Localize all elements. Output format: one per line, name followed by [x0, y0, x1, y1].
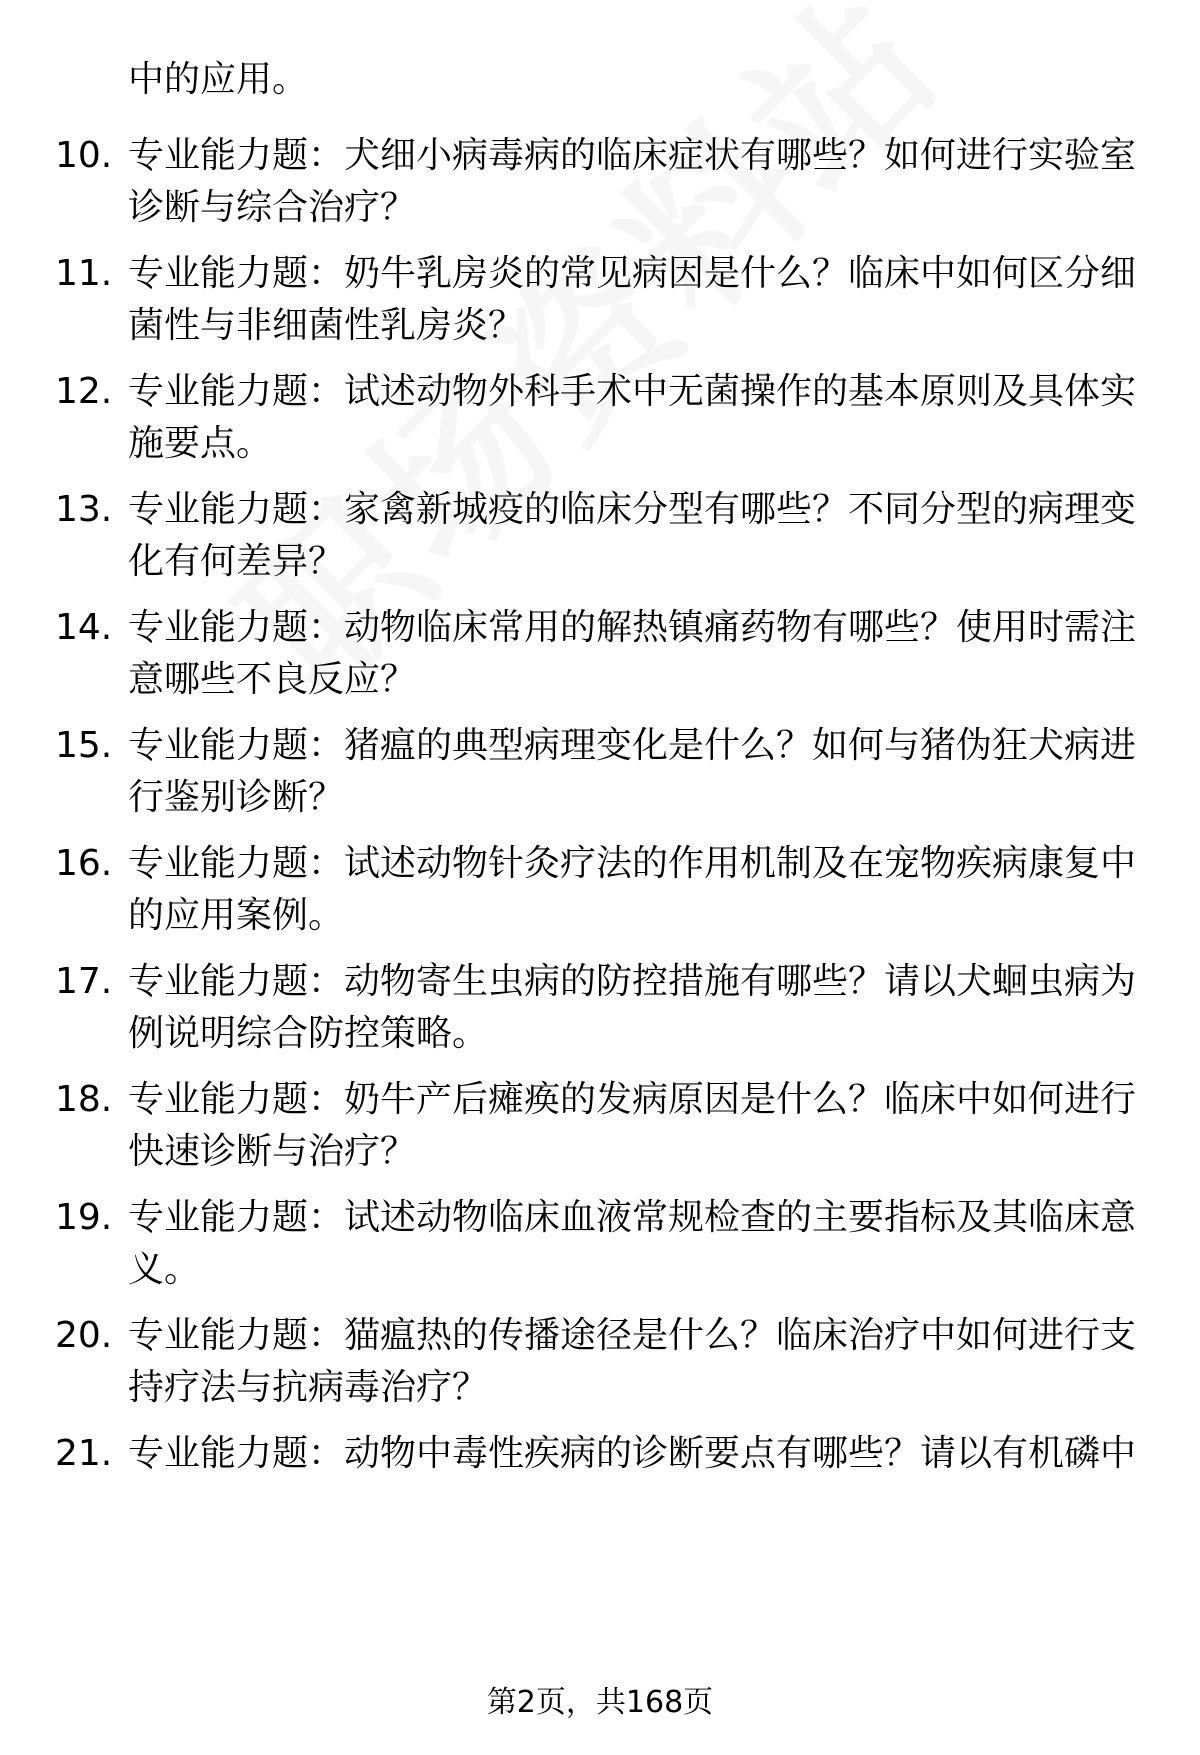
question-number: 12. — [55, 371, 113, 412]
question-text: 专业能力题：试述动物外科手术中无菌操作的基本原则及具体实施要点。 — [128, 371, 1137, 464]
question-number: 15. — [55, 725, 113, 766]
question-text: 专业能力题：奶牛产后瘫痪的发病原因是什么？临床中如何进行快速诊断与治疗？ — [128, 1079, 1137, 1172]
question-number: 19. — [55, 1197, 113, 1238]
question-text: 专业能力题：家禽新城疫的临床分型有哪些？不同分型的病理变化有何差异？ — [128, 489, 1137, 582]
question-text: 专业能力题：动物寄生虫病的防控措施有哪些？请以犬蛔虫病为例说明综合防控策略。 — [128, 961, 1137, 1054]
question-number: 14. — [55, 607, 113, 648]
question-text: 专业能力题：奶牛乳房炎的常见病因是什么？临床中如何区分细菌性与非细菌性乳房炎？ — [128, 253, 1137, 346]
continuation-text: 中的应用。 — [128, 59, 309, 100]
question-text: 专业能力题：动物中毒性疾病的诊断要点有哪些？请以有机磷中 — [128, 1433, 1137, 1474]
question-text: 专业能力题：试述动物针灸疗法的作用机制及在宠物疾病康复中的应用案例。 — [128, 843, 1137, 936]
question-text: 专业能力题：犬细小病毒病的临床症状有哪些？如何进行实验室诊断与综合治疗？ — [128, 135, 1137, 228]
question-number: 18. — [55, 1079, 113, 1120]
question-text: 专业能力题：猫瘟热的传播途径是什么？临床治疗中如何进行支持疗法与抗病毒治疗？ — [128, 1315, 1137, 1408]
question-text: 专业能力题：试述动物临床血液常规检查的主要指标及其临床意义。 — [128, 1197, 1137, 1290]
question-number: 13. — [55, 489, 113, 530]
question-number: 20. — [55, 1315, 113, 1356]
question-number: 10. — [55, 135, 113, 176]
question-number: 17. — [55, 961, 113, 1002]
question-text: 专业能力题：猪瘟的典型病理变化是什么？如何与猪伪狂犬病进行鉴别诊断？ — [128, 725, 1137, 818]
question-number: 16. — [55, 843, 113, 884]
page-footer: 第2页，共168页 — [486, 1685, 714, 1720]
question-text: 专业能力题：动物临床常用的解热镇痛药物有哪些？使用时需注意哪些不良反应？ — [128, 607, 1137, 700]
question-number: 21. — [55, 1433, 113, 1474]
question-number: 11. — [55, 253, 113, 294]
